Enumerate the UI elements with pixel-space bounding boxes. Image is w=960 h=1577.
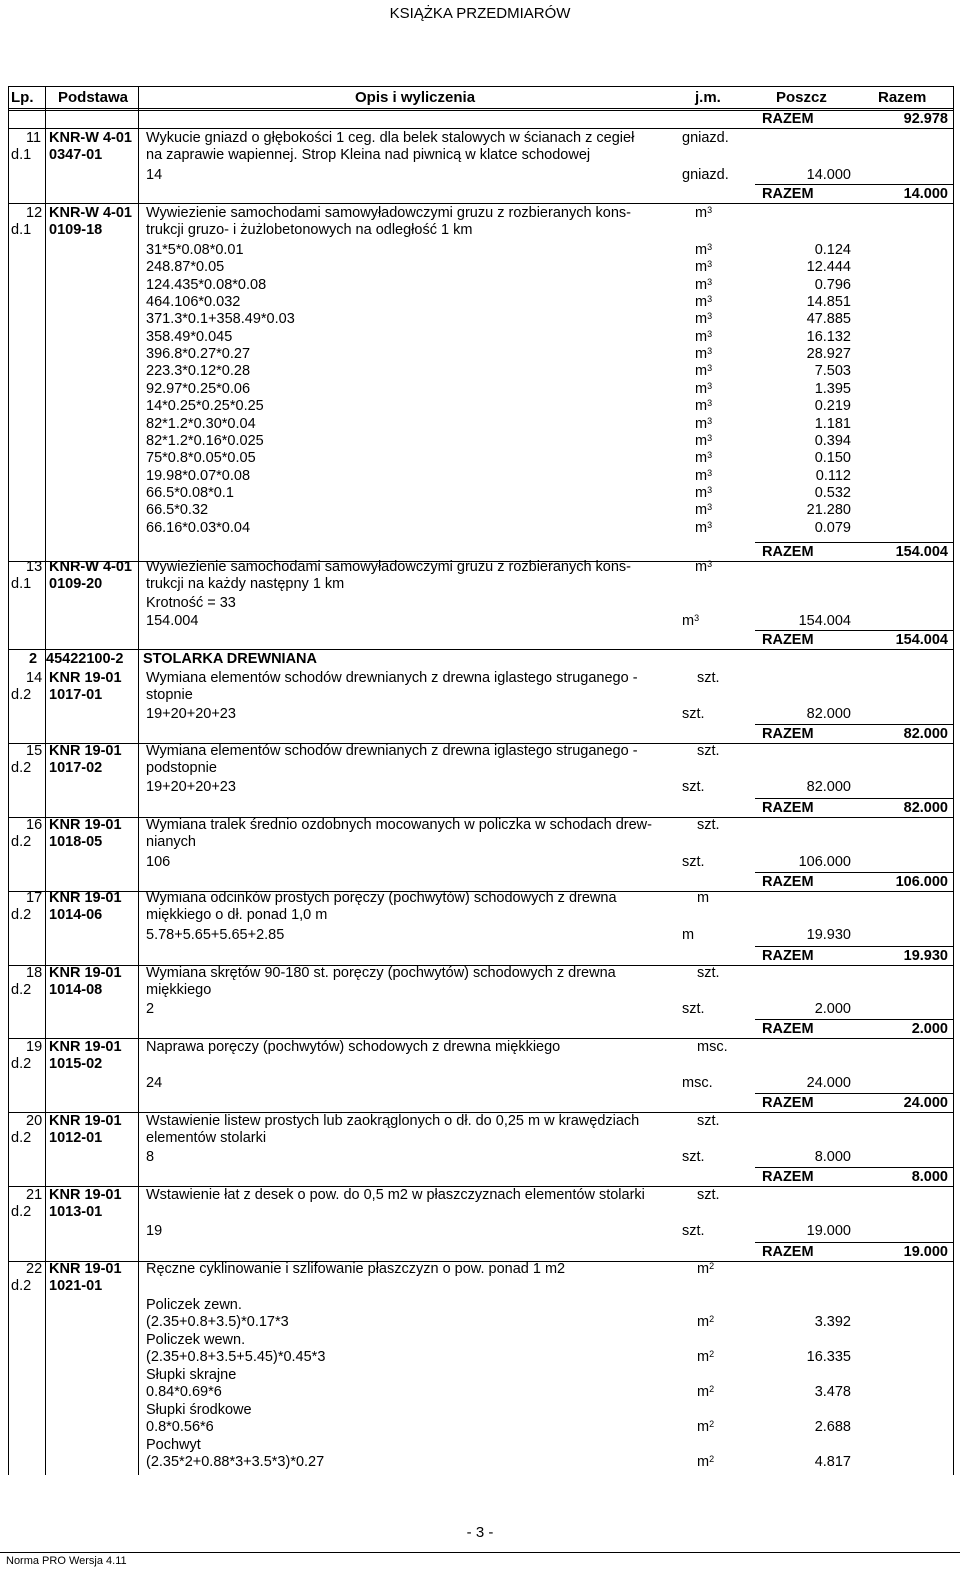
calc-expression: 0.8*0.56*6 [146, 1419, 214, 1435]
unit-label [697, 1385, 714, 1400]
calc-value: 8.000 [814, 1149, 851, 1165]
calc-expression: (2.35+0.8+3.5+5.45)*0.45*3 [146, 1349, 326, 1365]
unit-label [695, 521, 712, 536]
basis-code: 1021-01 [49, 1278, 103, 1294]
item-number: 20 [26, 1113, 43, 1129]
unit-label [695, 399, 712, 414]
basis-code: KNR 19-01 [49, 1113, 122, 1129]
calc-value: 12.444 [806, 259, 851, 276]
header-poszcz: Poszcz [776, 89, 827, 106]
unit-text: m [695, 519, 708, 536]
unit-text: m [697, 1314, 710, 1330]
item-number: 21 [26, 1187, 43, 1203]
unit-exponent: 2 [709, 1314, 715, 1324]
page-number: - 3 - [466, 1524, 494, 1541]
basis-code: 1014-08 [49, 982, 103, 998]
unit-label [695, 503, 712, 518]
unit-text: m [695, 450, 708, 467]
razem-label: RAZEM [762, 1095, 814, 1111]
header-jm: j.m. [695, 89, 721, 106]
basis-code: 1013-01 [49, 1204, 103, 1220]
unit-exponent: 3 [707, 346, 713, 357]
item-number: 14 [26, 670, 43, 686]
calc-expression: 8 [146, 1149, 155, 1165]
razem-value: 82.000 [903, 800, 948, 816]
razem-value: 14.000 [903, 186, 948, 202]
rule-line [755, 184, 953, 185]
item-description: Wymiana elementów schodów drewnianych z drewna iglastego struganego - [146, 670, 638, 686]
calc-expression: 223.3*0.12*0.28 [146, 363, 251, 380]
calc-expression: 19+20+20+23 [146, 779, 236, 795]
footer-text: Norma PRO Wersja 4.11 [6, 1555, 127, 1567]
unit-exponent: 2 [709, 1454, 715, 1464]
item-description: trukcji na każdy następny 1 km [146, 576, 345, 592]
calc-value: 16.132 [806, 328, 851, 345]
calc-expression: 66.5*0.32 [146, 502, 209, 519]
item-number: 11 [26, 130, 42, 146]
unit-label [697, 1420, 714, 1435]
item-description: Krotność = 33 [146, 595, 236, 611]
basis-code: 1018-05 [49, 834, 103, 850]
item-description: trukcji gruzo- i żużlobetonowych na odległość 1 km [146, 222, 473, 238]
item-description: nianych [146, 834, 196, 850]
item-description: na zaprawie wapiennej. Strop Kleina nad piwnicą w klatce schodowej [146, 147, 591, 163]
calc-value: 19.930 [806, 927, 851, 943]
basis-code: KNR 19-01 [49, 743, 122, 759]
item-description: Wykucie gniazd o głębokości 1 ceg. dla belek stalowych w ścianach z cegieł [146, 130, 635, 146]
calc-expression: 5.78+5.65+5.65+2.85 [146, 927, 285, 943]
item-description: Wywiezienie samochodami samowyładowczymi gruzu z rozbieranych kons- [146, 559, 631, 575]
unit-text: m [695, 559, 708, 575]
basis-code: KNR 19-01 [49, 817, 122, 833]
item-number: 13 [26, 559, 43, 575]
calc-value: 2.000 [814, 1001, 851, 1017]
calc-value: 82.000 [806, 706, 851, 722]
basis-code: KNR 19-01 [49, 670, 122, 686]
calc-expression: 24 [146, 1075, 163, 1091]
page-header: KSIĄŻKA PRZEDMIARÓW [389, 5, 571, 22]
calc-value: 47.885 [806, 311, 851, 328]
calc-label: Słupki środkowe [146, 1402, 252, 1418]
calc-value: 0.219 [814, 398, 851, 415]
razem-value: 82.000 [903, 726, 948, 742]
rule-line [8, 86, 953, 87]
calc-value: 0.532 [814, 484, 851, 501]
item-number: 17 [26, 890, 43, 906]
column-line [138, 86, 139, 1475]
unit-label: szt. [697, 817, 720, 833]
calc-value: 82.000 [806, 779, 851, 795]
calc-expression: 0.84*0.69*6 [146, 1384, 222, 1400]
unit-exponent: 2 [709, 1261, 715, 1271]
calc-expression: 66.5*0.08*0.1 [146, 484, 234, 501]
item-number: 18 [26, 965, 43, 981]
calc-expression: 14*0.25*0.25*0.25 [146, 398, 264, 415]
unit-text: m [697, 1349, 710, 1365]
calc-label: Policzek wewn. [146, 1332, 246, 1348]
calc-unit: szt. [682, 1223, 705, 1239]
calc-unit: szt. [682, 1001, 705, 1017]
unit-text: m [697, 1454, 710, 1470]
unit-text: m [695, 311, 708, 328]
basis-code: 0109-18 [49, 222, 103, 238]
unit-exponent: 3 [707, 380, 713, 391]
razem-value: 2.000 [911, 1021, 948, 1037]
calc-expression: 106 [146, 854, 171, 870]
unit-label [695, 260, 712, 275]
razem-label: RAZEM [762, 948, 814, 964]
unit-text: m [695, 259, 708, 276]
unit-text: m [695, 467, 708, 484]
unit-text: m [695, 205, 708, 221]
unit-text: m [695, 294, 708, 311]
razem-value: 154.004 [895, 544, 948, 560]
unit-label [695, 347, 712, 362]
calc-unit: gniazd. [682, 167, 729, 183]
razem-label: RAZEM [762, 1244, 814, 1260]
unit-exponent: 2 [709, 1419, 715, 1429]
calc-value: 0.394 [814, 432, 851, 449]
calc-value: 1.181 [814, 415, 851, 432]
unit-label [695, 243, 712, 258]
basis-code: KNR 19-01 [49, 965, 122, 981]
calc-value: 3.478 [814, 1384, 851, 1400]
unit-exponent: 3 [707, 311, 713, 322]
item-division: d.2 [11, 907, 32, 923]
calc-value: 16.335 [806, 1349, 851, 1365]
rule-line [755, 946, 953, 947]
item-description: Naprawa poręczy (pochwytów) schodowych z drewna miękkiego [146, 1039, 561, 1055]
calc-expression: 66.16*0.03*0.04 [146, 519, 251, 536]
unit-exponent: 3 [707, 259, 713, 270]
unit-label [697, 1315, 714, 1330]
calc-expression: 396.8*0.27*0.27 [146, 346, 251, 363]
calc-expression: 2 [146, 1001, 155, 1017]
calc-value: 14.851 [806, 294, 851, 311]
unit-label [695, 206, 712, 221]
item-description: Wymiana tralek średnio ozdobnych mocowanych w policzka w schodach drew- [146, 817, 652, 833]
unit-text: m [695, 484, 708, 501]
basis-code: 1012-01 [49, 1130, 103, 1146]
basis-code: KNR 19-01 [49, 1261, 122, 1277]
basis-code: KNR-W 4-01 [49, 205, 132, 221]
calc-expression: 19 [146, 1223, 163, 1239]
rule-line [8, 649, 953, 650]
basis-code: 0347-01 [49, 147, 103, 163]
item-number: 12 [26, 205, 43, 221]
calc-unit: szt. [682, 854, 705, 870]
basis-code: KNR-W 4-01 [49, 130, 132, 146]
unit-exponent: 3 [707, 432, 713, 443]
unit-label [695, 364, 712, 379]
calc-expression: 358.49*0.045 [146, 328, 233, 345]
calc-expression: 82*1.2*0.30*0.04 [146, 415, 256, 432]
rule-line [755, 872, 953, 873]
item-description: Wstawienie łat z desek o pow. do 0,5 m2 w płaszczyznach elementów stolarki [146, 1187, 645, 1203]
calc-value: 14.000 [806, 167, 851, 183]
calc-value: 21.280 [806, 502, 851, 519]
unit-text: m [682, 613, 695, 629]
unit-label [695, 382, 712, 397]
item-description: Wywiezienie samochodami samowyładowczymi gruzu z rozbieranych kons- [146, 205, 631, 221]
calc-expression: 14 [146, 167, 163, 183]
unit-text: m [695, 328, 708, 345]
calc-expression: 19.98*0.07*0.08 [146, 467, 251, 484]
header-razem: Razem [878, 89, 927, 106]
unit-text: m [697, 1419, 710, 1435]
calc-label: Policzek zewn. [146, 1297, 242, 1313]
razem-value: 19.930 [903, 948, 948, 964]
calc-unit: szt. [682, 706, 705, 722]
unit-text: m [695, 380, 708, 397]
calc-value: 24.000 [806, 1075, 851, 1091]
razem-value: 24.000 [903, 1095, 948, 1111]
unit-text: m [697, 1261, 710, 1277]
unit-exponent: 3 [707, 205, 713, 215]
unit-text: m [695, 363, 708, 380]
razem-value: 106.000 [895, 874, 948, 890]
section-code: 45422100-2 [46, 651, 124, 667]
unit-label: szt. [697, 965, 720, 981]
rule-line [755, 542, 953, 543]
calc-value: 7.503 [814, 363, 851, 380]
razem-label: RAZEM [762, 544, 814, 560]
unit-label [695, 560, 712, 575]
calc-unit: szt. [682, 779, 705, 795]
unit-label [695, 295, 712, 310]
razem-label: RAZEM [762, 726, 814, 742]
rule-line [755, 1167, 953, 1168]
basis-code: KNR 19-01 [49, 890, 122, 906]
unit-label: szt. [697, 743, 720, 759]
unit-label: m [697, 890, 710, 906]
basis-code: 1017-01 [49, 687, 103, 703]
column-line [45, 86, 46, 1475]
unit-exponent: 3 [707, 484, 713, 495]
calc-expression: 464.106*0.032 [146, 294, 241, 311]
unit-exponent: 3 [707, 294, 713, 305]
calc-value: 0.150 [814, 450, 851, 467]
unit-exponent: 3 [707, 415, 713, 426]
section-title: STOLARKA DREWNIANA [143, 651, 317, 667]
unit-label [695, 330, 712, 345]
calc-expression: 124.435*0.08*0.08 [146, 276, 267, 293]
item-description: podstopnie [146, 760, 217, 776]
calc-value: 0.124 [814, 242, 851, 258]
unit-exponent: 2 [709, 1384, 715, 1394]
column-line [8, 86, 9, 1475]
razem-label: RAZEM [762, 874, 814, 890]
razem-label: RAZEM [762, 111, 814, 127]
item-division: d.2 [11, 760, 32, 776]
calc-value: 0.112 [815, 467, 851, 484]
calc-unit: szt. [682, 1149, 705, 1165]
unit-label [682, 614, 699, 629]
calc-value: 3.392 [814, 1314, 851, 1330]
calc-unit: msc. [682, 1075, 713, 1091]
rule-line [755, 1019, 953, 1020]
unit-label [695, 278, 712, 293]
header-podstawa: Podstawa [58, 89, 129, 106]
calc-expression: 154.004 [146, 613, 199, 629]
unit-text: m [695, 432, 708, 449]
calc-value: 1.395 [814, 380, 851, 397]
calc-expression: 82*1.2*0.16*0.025 [146, 432, 264, 449]
item-division: d.2 [11, 687, 32, 703]
unit-exponent: 3 [707, 363, 713, 374]
header-lp: Lp. [11, 89, 34, 106]
unit-label: szt. [697, 1113, 720, 1129]
calc-label: Pochwyt [146, 1437, 201, 1453]
item-description: Wymiana elementów schodów drewnianych z drewna iglastego struganego - [146, 743, 638, 759]
basis-code: 1014-06 [49, 907, 103, 923]
rule-line [755, 1242, 953, 1243]
item-description: Wymiana skrętów 90-180 st. poręczy (pochwytów) schodowych z drewna [146, 965, 616, 981]
razem-value: 8.000 [911, 1169, 948, 1185]
column-line [953, 86, 954, 1475]
header-opis: Opis i wyliczenia [355, 89, 476, 106]
item-division: d.2 [11, 1278, 32, 1294]
unit-label [695, 434, 712, 449]
basis-code: 1015-02 [49, 1056, 103, 1072]
unit-label: szt. [697, 670, 720, 686]
calc-expression: 19+20+20+23 [146, 706, 236, 722]
calc-expression: 371.3*0.1+358.49*0.03 [146, 311, 295, 328]
item-division: d.2 [11, 1130, 32, 1146]
rule-line [8, 108, 953, 109]
footer-rule [0, 1552, 960, 1553]
calc-expression: 248.87*0.05 [146, 259, 225, 276]
item-division: d.1 [11, 222, 32, 238]
razem-label: RAZEM [762, 632, 814, 648]
unit-label: msc. [697, 1039, 728, 1055]
unit-exponent: 3 [694, 613, 700, 623]
unit-label: szt. [697, 1187, 720, 1203]
item-division: d.2 [11, 1204, 32, 1220]
calc-value: 2.688 [814, 1419, 851, 1435]
unit-text: m [695, 398, 708, 415]
section-number: 2 [29, 651, 38, 667]
unit-text: m [697, 1384, 710, 1400]
item-number: 22 [26, 1261, 43, 1277]
unit-exponent: 3 [707, 398, 713, 409]
razem-label: RAZEM [762, 1021, 814, 1037]
calc-expression: 31*5*0.08*0.01 [146, 242, 244, 258]
item-description: stopnie [146, 687, 193, 703]
unit-text: m [695, 242, 708, 258]
item-description: Ręczne cyklinowanie i szlifowanie płaszczyzn o pow. ponad 1 m2 [146, 1261, 566, 1277]
unit-text: m [695, 502, 708, 519]
item-description: elementów stolarki [146, 1130, 267, 1146]
rule-line [8, 203, 953, 204]
rule-line [755, 1093, 953, 1094]
unit-exponent: 3 [707, 242, 713, 252]
razem-label: RAZEM [762, 1169, 814, 1185]
item-number: 16 [26, 817, 43, 833]
rule-line [755, 724, 953, 725]
rule-line [755, 798, 953, 799]
basis-code: 1017-02 [49, 760, 103, 776]
item-description: miękkiego o dł. ponad 1,0 m [146, 907, 328, 923]
unit-exponent: 3 [707, 519, 713, 530]
basis-code: KNR 19-01 [49, 1039, 122, 1055]
calc-value: 0.796 [814, 276, 851, 293]
calc-expression: 92.97*0.25*0.06 [146, 380, 251, 397]
item-description: Wstawienie listew prostych lub zaokrąglonych o dł. do 0,25 m w krawędziach [146, 1113, 640, 1129]
unit-label [695, 486, 712, 501]
unit-text: m [695, 346, 708, 363]
unit-label [697, 1350, 714, 1365]
item-description: Wymiana odcinków prostych poręczy (pochwytów) schodowych z drewna [146, 890, 617, 906]
basis-code: KNR-W 4-01 [49, 559, 132, 575]
rule-line [8, 128, 953, 129]
calc-value: 19.000 [806, 1223, 851, 1239]
unit-label: gniazd. [682, 130, 729, 146]
razem-value: 92.978 [903, 111, 948, 127]
unit-exponent: 3 [707, 450, 713, 461]
unit-label [695, 469, 712, 484]
calc-expression: (2.35+0.8+3.5)*0.17*3 [146, 1314, 289, 1330]
unit-exponent: 3 [707, 467, 713, 478]
calc-value: 154.004 [798, 613, 851, 629]
unit-exponent: 3 [707, 502, 713, 513]
item-division: d.1 [11, 576, 32, 592]
unit-text: m [695, 415, 708, 432]
calc-value: 4.817 [814, 1454, 851, 1470]
unit-text: m [695, 276, 708, 293]
unit-label [695, 312, 712, 327]
calc-unit: m [682, 927, 695, 943]
razem-label: RAZEM [762, 186, 814, 202]
unit-exponent: 2 [709, 1349, 715, 1359]
calc-expression: 75*0.8*0.05*0.05 [146, 450, 256, 467]
razem-value: 19.000 [903, 1244, 948, 1260]
basis-code: KNR 19-01 [49, 1187, 122, 1203]
calc-expression: (2.35*2+0.88*3+3.5*3)*0.27 [146, 1454, 325, 1470]
item-number: 15 [26, 743, 43, 759]
unit-exponent: 3 [707, 559, 713, 569]
razem-value: 154.004 [895, 632, 948, 648]
calc-value: 106.000 [798, 854, 851, 870]
calc-value: 0.079 [814, 519, 851, 536]
unit-label [695, 417, 712, 432]
item-description: miękkiego [146, 982, 212, 998]
calc-label: Słupki skrajne [146, 1367, 237, 1383]
unit-label [697, 1455, 714, 1470]
unit-label [697, 1262, 714, 1277]
item-division: d.2 [11, 834, 32, 850]
rule-line [755, 630, 953, 631]
razem-label: RAZEM [762, 800, 814, 816]
basis-code: 0109-20 [49, 576, 103, 592]
unit-exponent: 3 [707, 328, 713, 339]
item-division: d.1 [11, 147, 32, 163]
unit-exponent: 3 [707, 276, 713, 287]
item-division: d.2 [11, 982, 32, 998]
item-division: d.2 [11, 1056, 32, 1072]
calc-value: 28.927 [806, 346, 851, 363]
unit-label [695, 451, 712, 466]
item-number: 19 [26, 1039, 43, 1055]
